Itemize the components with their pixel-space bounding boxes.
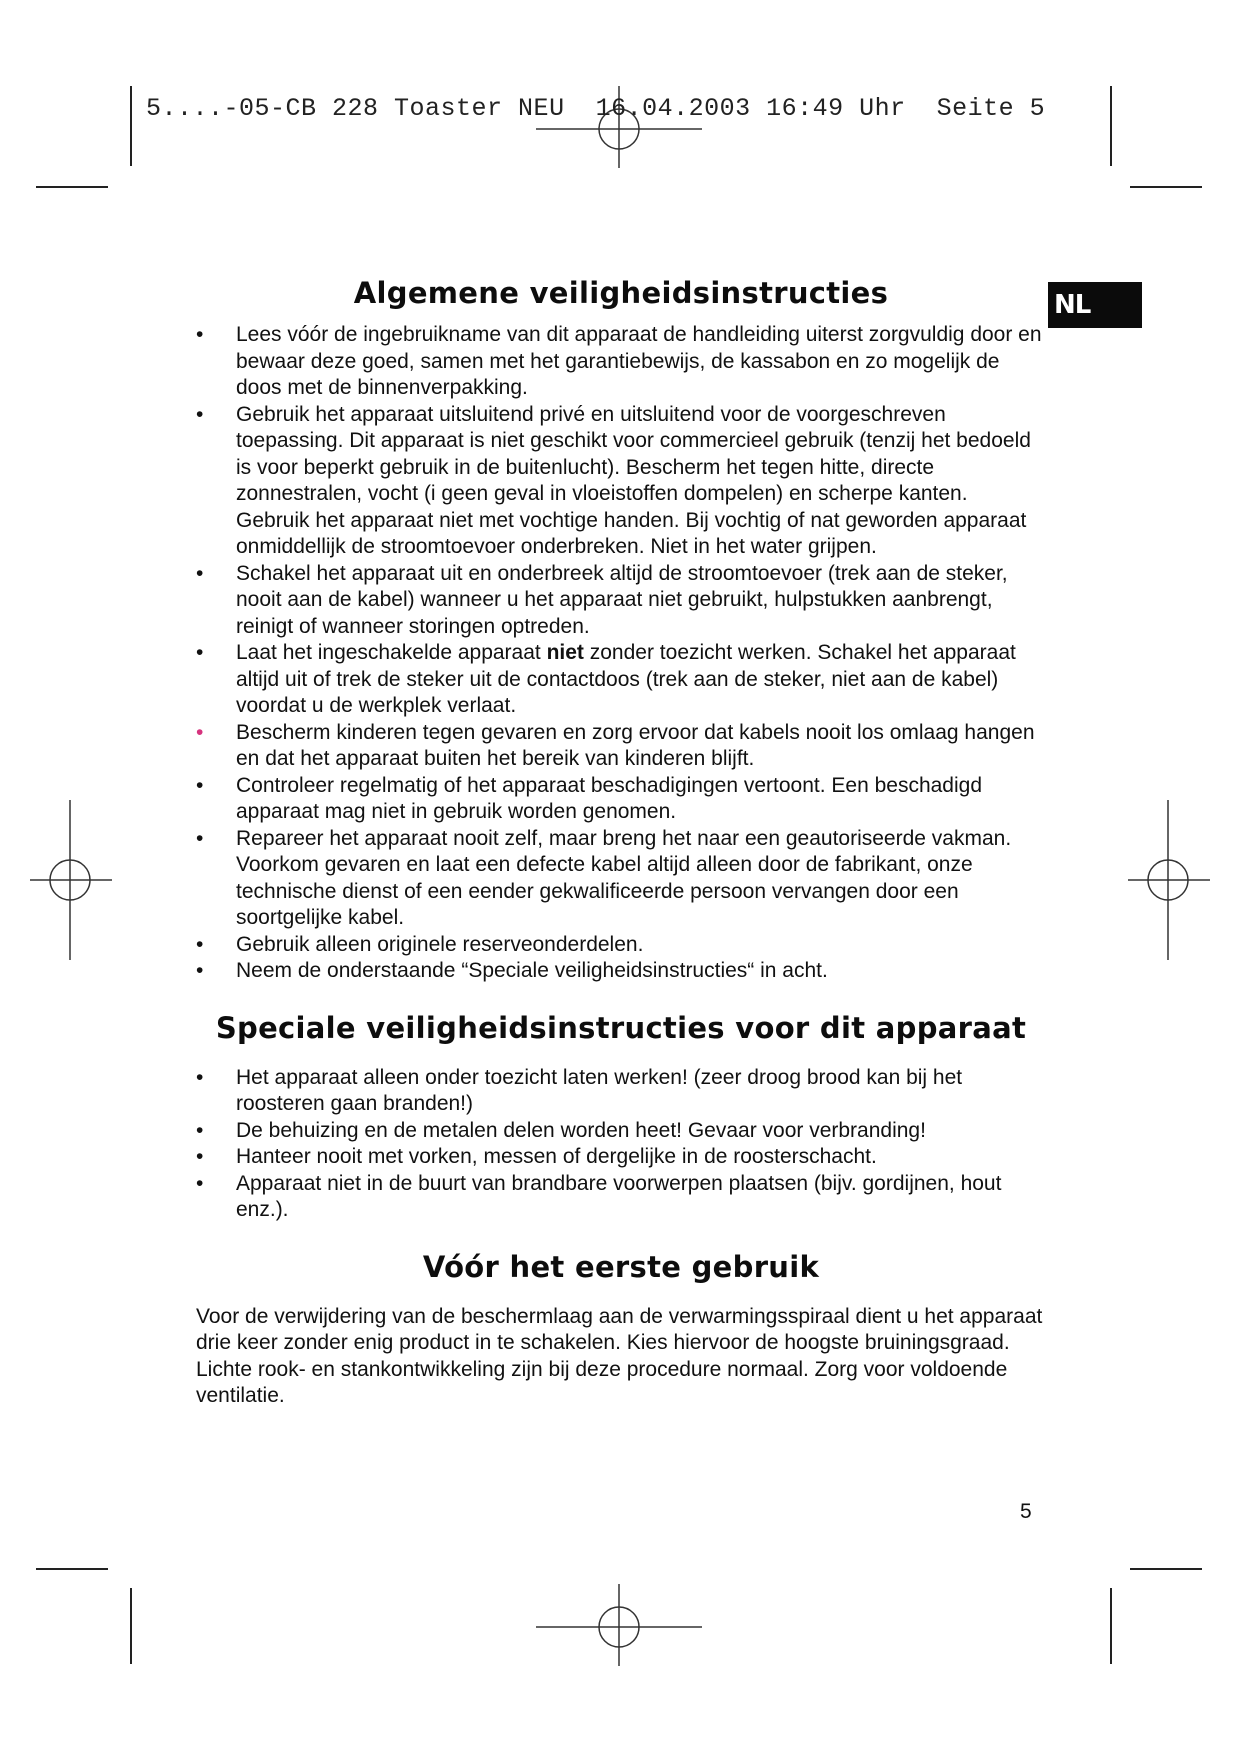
- registration-mark-left: [30, 800, 112, 960]
- bullet: •: [196, 641, 204, 664]
- registration-mark-bottom: [536, 1584, 702, 1666]
- crop-mark: [130, 86, 132, 166]
- bullet: •: [196, 720, 204, 744]
- bullet: •: [196, 323, 204, 346]
- bullet: •: [196, 1065, 204, 1089]
- list-item: • Het apparaat alleen onder toezicht laten werken! (zeer droog brood kan bij het roosteren gaan branden!): [196, 1065, 963, 1115]
- list-item: • Gebruik alleen originele reserveonderdelen.: [196, 932, 1046, 959]
- list-item: • Gebruik het apparaat uitsluitend privé en uitsluitend voor de voorgeschreven toepassing. Dit apparaat is niet geschikt voor commercieel gebruik (tenzij het bedoeld is voor beperkt gebruik in de buitenlucht). Bescherm het tegen hitte, directe zonnestralen, vocht (i geen geval in vloeistoffen dompelen) en scherpe kanten. Gebruik het apparaat niet met vochtige handen. Bij vochtig of nat geworden apparaat onmiddellijk de stroomtoevoer onderbreken. Niet in het water grijpen.: [196, 402, 1031, 558]
- list-item: • Lees vóór de ingebruikname van dit apparaat de handleiding uiterst zorgvuldig door en bewaar deze goed, samen met het garantiebewijs, de kassabon en zo mogelijk de doos met de binnenverpakking.: [196, 323, 1042, 399]
- list-item: • Neem de onderstaande “Speciale veiligheidsinstructies“ in acht.: [196, 958, 1046, 985]
- language-tab: NL: [1048, 282, 1142, 328]
- crop-mark: [1110, 1588, 1112, 1664]
- section-title: Algemene veiligheidsinstructies: [353, 276, 889, 310]
- crop-mark: [1110, 86, 1112, 166]
- bullet: •: [196, 402, 204, 426]
- bullet: •: [196, 1145, 204, 1168]
- crop-mark: [36, 186, 108, 188]
- list-item: • Hanteer nooit met vorken, messen of dergelijke in de roosterschacht.: [196, 1144, 1046, 1171]
- crop-mark: [1130, 1568, 1202, 1570]
- list-item: • Schakel het apparaat uit en onderbreek altijd de stroomtoevoer (trek aan de steker, nooit aan de kabel) wanneer u het apparaat niet gebruikt, hulpstukken aanbrengt, reinigt of wanneer storingen optreden.: [196, 561, 1008, 638]
- bullet: •: [196, 932, 204, 956]
- page-number: 5: [1020, 1500, 1032, 1523]
- list-item: • Repareer het apparaat nooit zelf, maar breng het naar een geautoriseerde vakman. Voorkom gevaren en laat een defecte kabel altijd alleen door de fabrikant, onze technische dienst of een eender gekwalificeerde persoon vervangen door een soortgelijke kabel.: [196, 826, 1012, 929]
- list-item: • Controleer regelmatig of het apparaat beschadigingen vertoont. Een beschadigd apparaat mag niet in gebruik worden genomen.: [196, 773, 983, 823]
- general-safety-list: [196, 322, 1046, 985]
- section-title: Speciale veiligheidsinstructies voor dit apparaat: [215, 1010, 1027, 1045]
- list-item: • De behuizing en de metalen delen worden heet! Gevaar voor verbranding!: [196, 1118, 1046, 1145]
- bullet: •: [196, 1118, 204, 1142]
- special-safety-list: [196, 1065, 1046, 1224]
- first-use-paragraph: Voor de verwijdering van de beschermlaag aan de verwarmingsspiraal dient u het apparaat drie keer zonder enig product in te schakelen. Kies hiervoor de hoogste bruiningsgraad. Lichte rook- en stankontwikkeling zijn bij deze procedure normaal. Zorg voor voldoende ventilatie.: [196, 1304, 1043, 1407]
- bullet: •: [196, 773, 204, 797]
- print-slug: 5....-05-CB 228 Toaster NEU 16.04.2003 16:49 Uhr Seite 5: [146, 94, 1046, 123]
- crop-mark: [1130, 186, 1202, 188]
- document-body: [196, 276, 1046, 1410]
- list-item: • Apparaat niet in de buurt van brandbare voorwerpen plaatsen (bijv. gordijnen, hout enz.).: [196, 1171, 1002, 1221]
- list-item: • Bescherm kinderen tegen gevaren en zorg ervoor dat kabels nooit los omlaag hangen en dat het apparaat buiten het bereik van kinderen blijft.: [196, 720, 1035, 770]
- crop-mark: [130, 1588, 132, 1664]
- section-title: Vóór het eerste gebruik: [422, 1249, 820, 1284]
- crop-mark: [36, 1568, 108, 1570]
- bullet: •: [196, 959, 204, 982]
- emphasis: niet: [546, 641, 584, 664]
- bullet: •: [196, 1171, 204, 1195]
- bullet: •: [196, 561, 204, 585]
- list-item: • Laat het ingeschakelde apparaat niet zonder toezicht werken. Schakel het apparaat altijd uit of trek de steker uit de contactdoos (trek aan de steker, niet aan de kabel) voordat u de werkplek verlaat.: [196, 641, 1016, 717]
- bullet: •: [196, 826, 204, 850]
- registration-mark-right: [1128, 800, 1210, 960]
